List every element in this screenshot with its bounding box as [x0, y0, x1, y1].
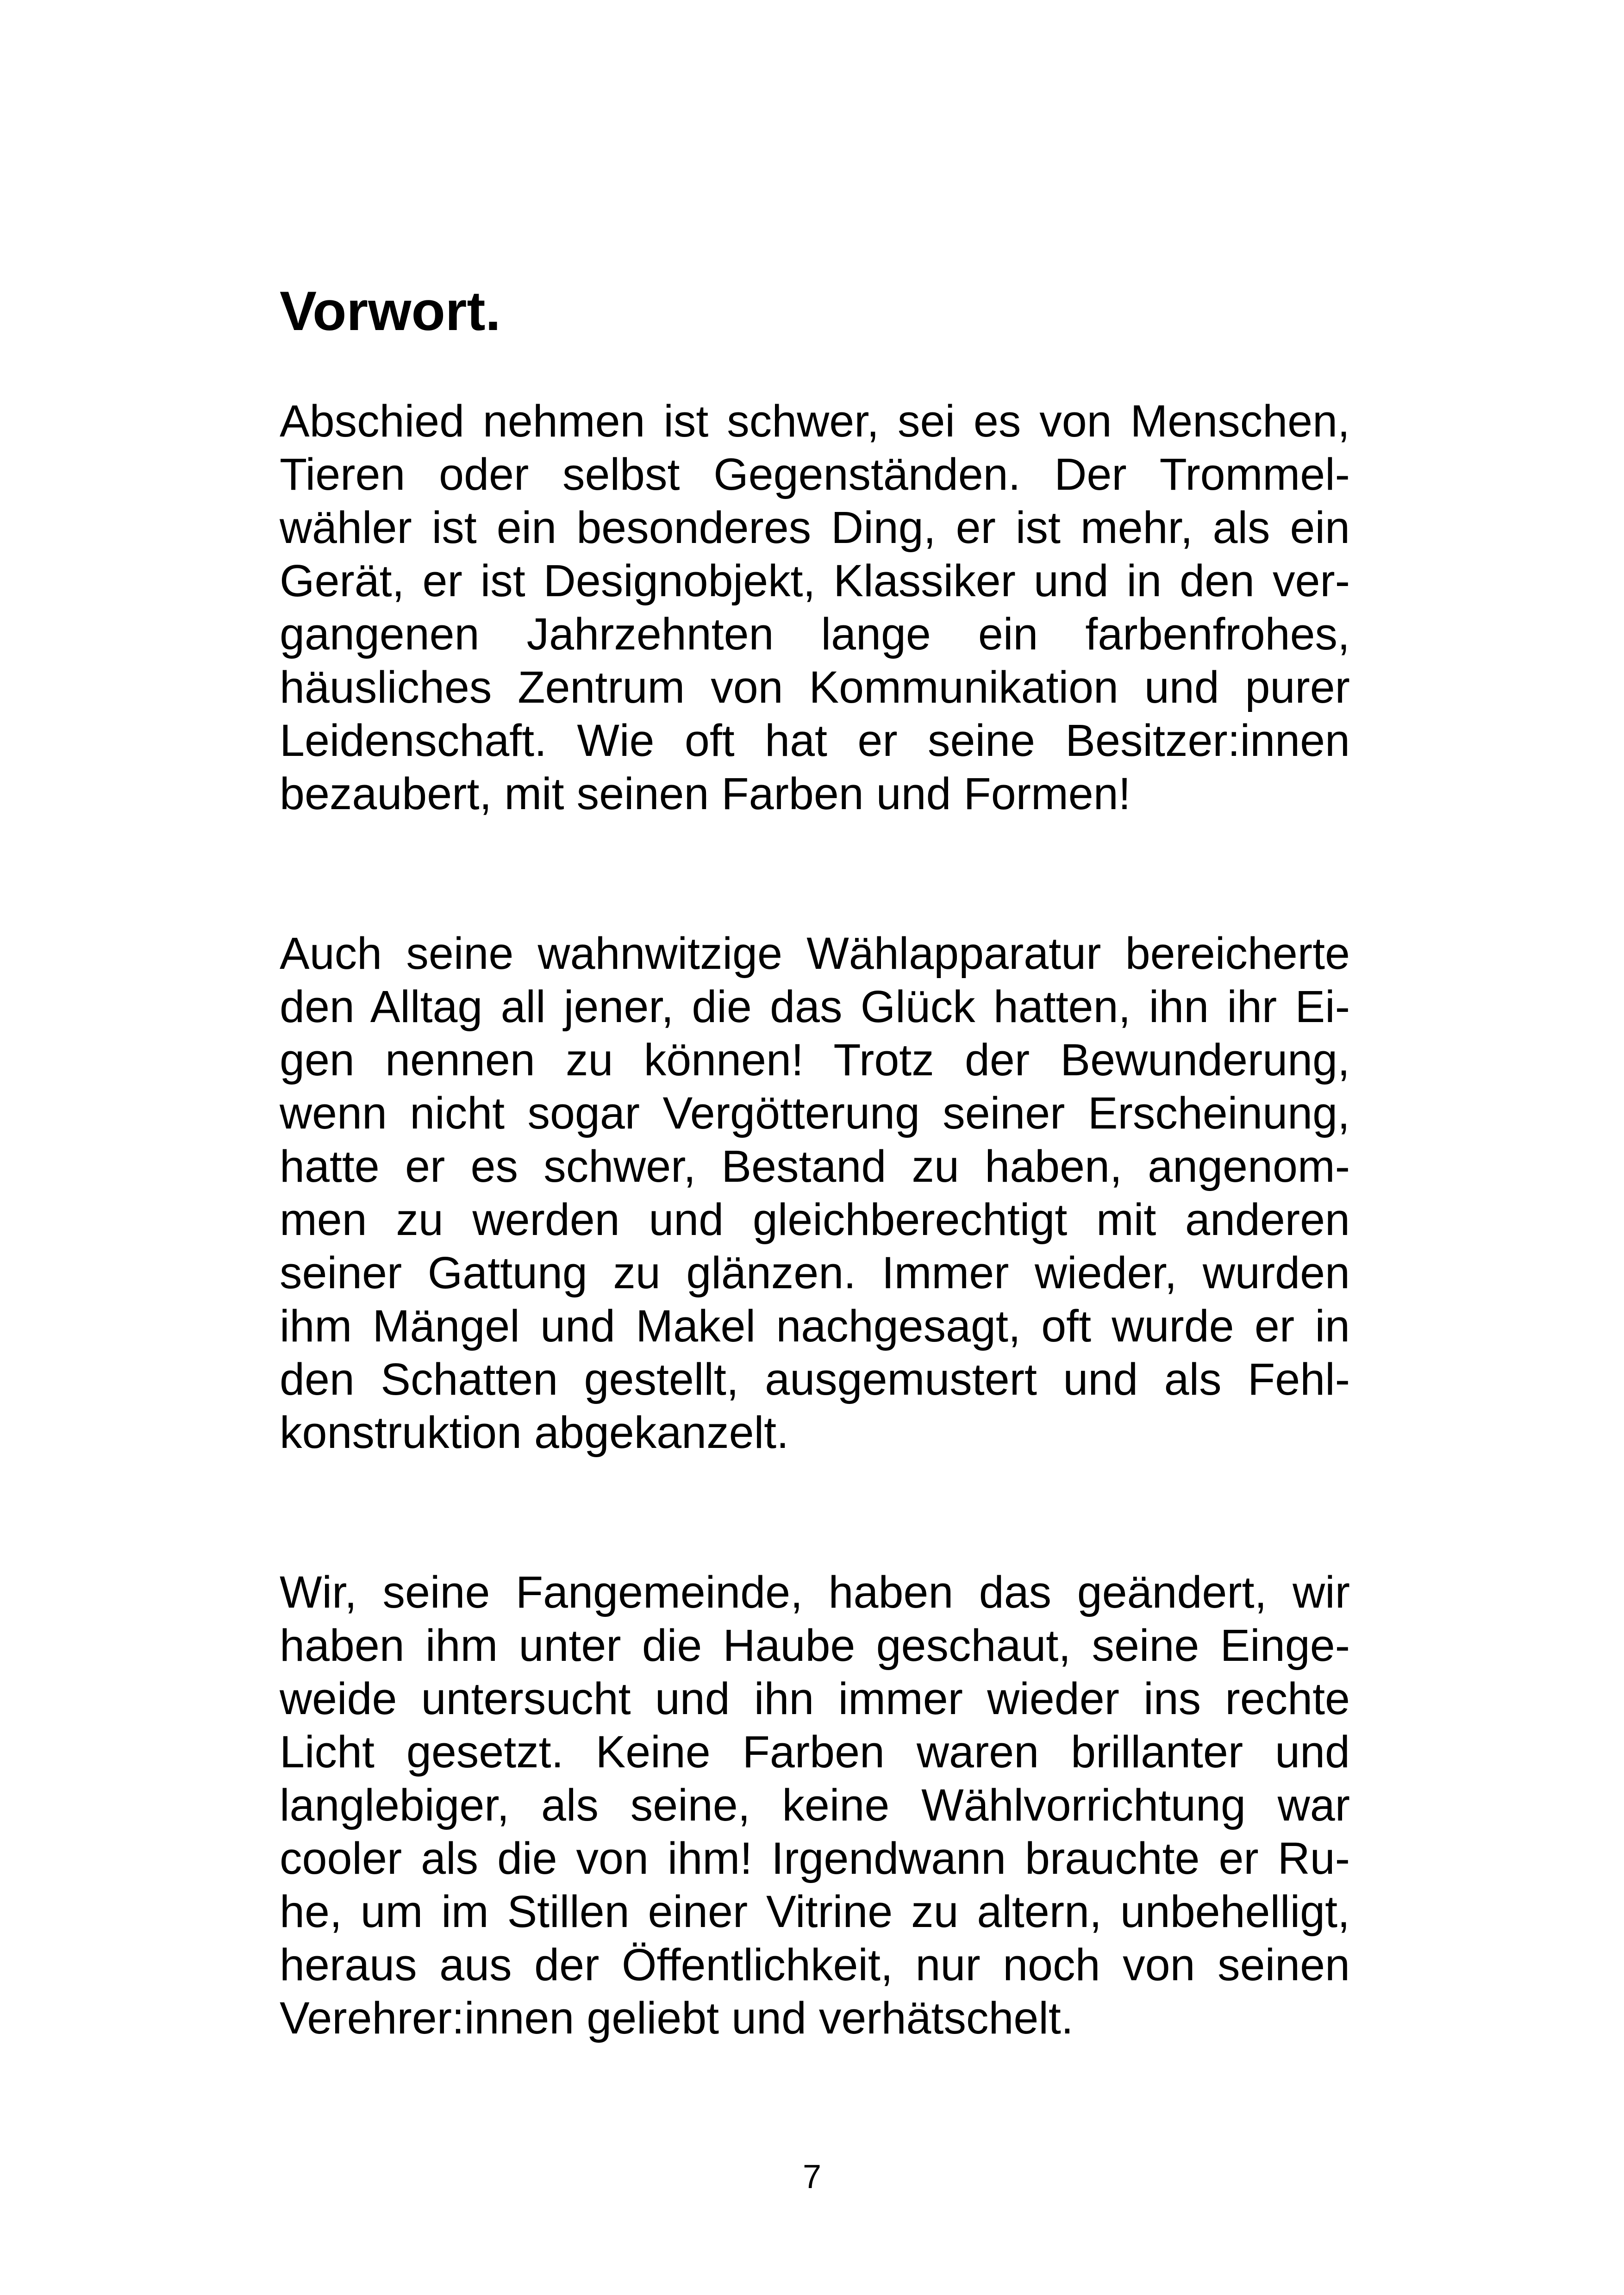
page-number: 7 [802, 2158, 822, 2195]
paragraph-1 [280, 394, 1350, 820]
text-line: hatte er es schwer, Bestand zu haben, angenom- [280, 1141, 1350, 1191]
text-line: wenn nicht sogar Vergötterung seiner Erscheinung, [280, 1088, 1350, 1138]
text-line: wähler ist ein besonderes Ding, er ist mehr, als ein [280, 502, 1350, 553]
text-line: he, um im Stillen einer Vitrine zu altern, unbehelligt, [280, 1886, 1350, 1937]
body-text [280, 394, 1350, 2045]
text-line: Leidenschaft. Wie oft hat er seine Besitzer:innen [280, 715, 1350, 766]
text-line: heraus aus der Öffentlichkeit, nur noch von seinen [280, 1940, 1350, 1990]
text-line: Tieren oder selbst Gegenständen. Der Trommel- [280, 449, 1350, 499]
text-line: gen nennen zu können! Trotz der Bewunderung, [280, 1035, 1350, 1085]
page-title: Vorwort. [280, 280, 501, 342]
text-line: bezaubert, mit seinen Farben und Formen! [280, 768, 1131, 819]
text-line: weide untersucht und ihn immer wieder ins rechte [280, 1673, 1350, 1724]
text-line: den Alltag all jener, die das Glück hatten, ihn ihr Ei- [280, 981, 1350, 1032]
text-line: men zu werden und gleichberechtigt mit anderen [280, 1194, 1350, 1245]
text-line: langlebiger, als seine, keine Wählvorrichtung war [280, 1780, 1350, 1830]
text-line: Auch seine wahnwitzige Wählapparatur bereicherte [280, 928, 1350, 979]
text-line: cooler als die von ihm! Irgendwann brauchte er Ru- [280, 1833, 1350, 1883]
text-line: gangenen Jahrzehnten lange ein farbenfrohes, [280, 609, 1350, 659]
text-line: den Schatten gestellt, ausgemustert und als Fehl- [280, 1354, 1350, 1404]
text-line: konstruktion abgekanzelt. [280, 1407, 789, 1458]
text-line: häusliches Zentrum von Kommunikation und purer [280, 662, 1350, 712]
text-line: Wir, seine Fangemeinde, haben das geändert, wir [280, 1567, 1350, 1617]
text-line: seiner Gattung zu glänzen. Immer wieder, wurden [280, 1247, 1350, 1298]
text-line: ihm Mängel und Makel nachgesagt, oft wurde er in [280, 1301, 1350, 1351]
text-line: haben ihm unter die Haube geschaut, seine Einge- [280, 1620, 1350, 1671]
text-line: Licht gesetzt. Keine Farben waren brillanter und [280, 1727, 1350, 1777]
text-line: Gerät, er ist Designobjekt, Klassiker und in den ver- [280, 555, 1350, 606]
text-line: Abschied nehmen ist schwer, sei es von Menschen, [280, 396, 1350, 446]
text-line: Verehrer:innen geliebt und verhätschelt. [280, 1993, 1074, 2043]
paragraph-2 [280, 927, 1350, 1459]
paragraph-3 [280, 1565, 1350, 2045]
